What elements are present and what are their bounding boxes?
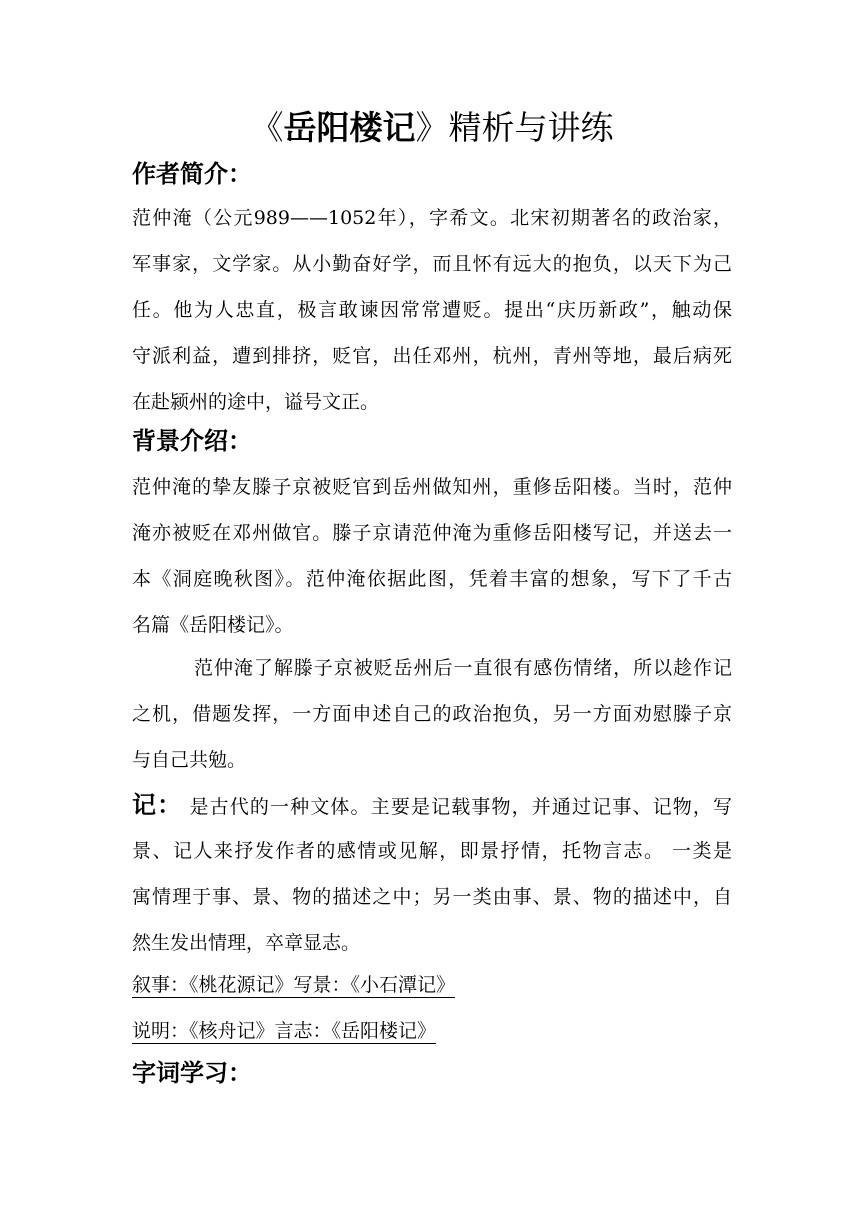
title-rest: 精析与讲练 (448, 108, 614, 147)
author-line: 范仲淹（公元989——1052年），字希文。北宋初期著名的政治家， (132, 207, 732, 229)
background-line: 名篇《岳阳楼记》。 (132, 614, 294, 636)
author-paragraph (132, 195, 732, 425)
author-line: 守派利益，遭到排挤，贬官，出任邓州，杭州，青州等地，最后病死 (132, 345, 732, 367)
author-heading: 作者简介： (132, 160, 252, 188)
vocab-heading: 字词学习： (132, 1059, 252, 1087)
background-paragraph-1 (132, 464, 732, 648)
genre-line-text: 是古代的一种文体。主要是记载事物，并通过记事、记物，写 (182, 796, 733, 818)
genre-line (132, 782, 732, 828)
genre-example-line: 说明：《核舟记》言志：《岳阳楼记》 (132, 1020, 437, 1042)
document-page (132, 0, 732, 1216)
background-line: 之机，借题发挥，一方面申述自己的政治抱负，另一方面劝慰滕子京 (132, 703, 732, 725)
title-main: 岳阳楼记 (283, 108, 416, 147)
background-line: 范仲淹的挚友滕子京被贬官到岳州做知州，重修岳阳楼。当时，范仲 (132, 476, 732, 498)
title-open-bracket: 《 (250, 108, 284, 147)
genre-line: 景、记人来抒发作者的感情或见解，即景抒情，托物言志。 一类是 (132, 840, 732, 862)
background-paragraph-2 (132, 645, 732, 783)
background-line: 范仲淹了解滕子京被贬岳州后一直很有感伤情绪，所以趁作记 (194, 657, 732, 679)
genre-paragraph (132, 782, 732, 966)
author-line: 任。他为人忠直，极言敢谏因常常遭贬。提出“庆历新政”，触动保 (132, 299, 732, 321)
document-title (132, 103, 732, 153)
genre-line: 寓情理于事、景、物的描述之中；另一类由事、景、物的描述中，自 (132, 886, 732, 908)
background-line: 与自己共勉。 (132, 749, 247, 771)
genre-line: 然生发出情理，卒章显志。 (132, 932, 361, 954)
background-line: 淹亦被贬在邓州做官。滕子京请范仲淹为重修岳阳楼写记，并送去一 (132, 522, 732, 544)
genre-lead: 记： (132, 791, 183, 819)
genre-example-line: 叙事：《桃花源记》写景：《小石潭记》 (132, 974, 456, 996)
background-line: 本《洞庭晚秋图》。范仲淹依据此图，凭着丰富的想象，写下了千古 (132, 568, 732, 590)
author-line: 军事家，文学家。从小勤奋好学，而且怀有远大的抱负，以天下为己 (132, 253, 732, 275)
author-line: 在赴颍州的途中，谥号文正。 (132, 391, 380, 413)
title-close-bracket: 》 (415, 108, 449, 147)
background-heading: 背景介绍： (132, 427, 252, 455)
